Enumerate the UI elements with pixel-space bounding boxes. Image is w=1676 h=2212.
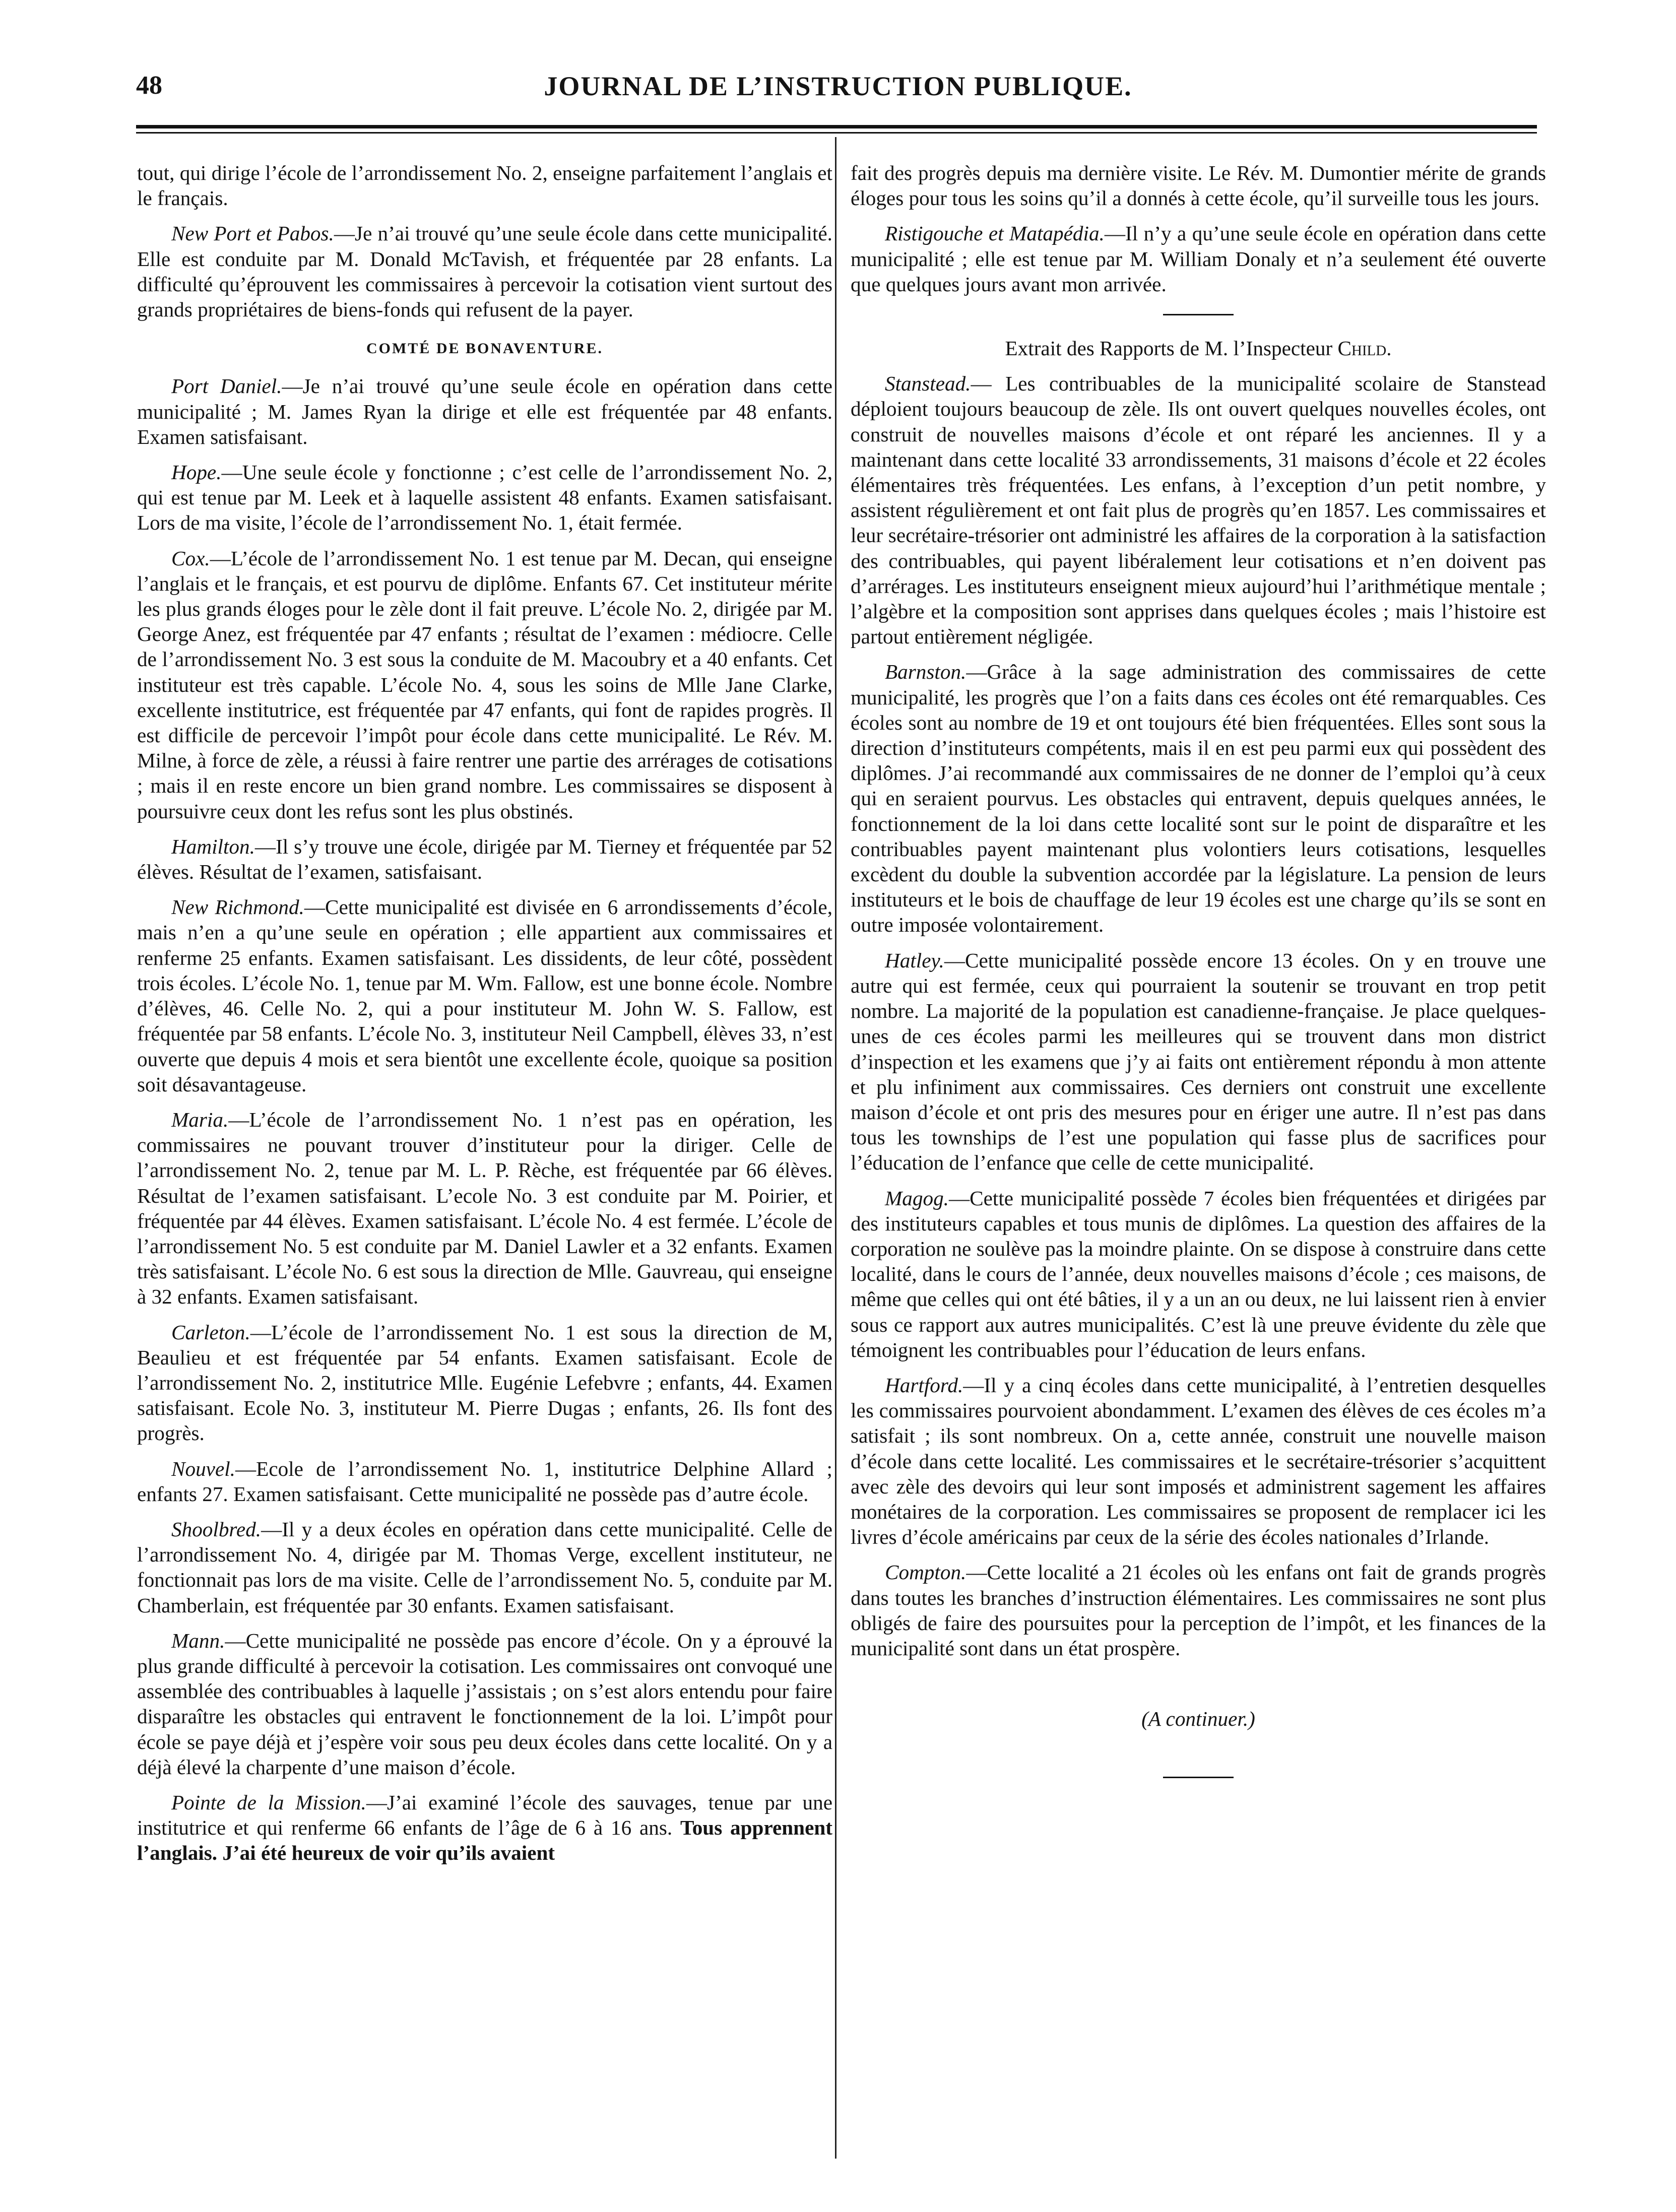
entry-text: —Je n’ai trouvé qu’une seule école en opération dans cette municipalité ; M. James Ryan la dirige et elle est fréquentée par 48 enfants. Examen satisfaisant.	[137, 374, 832, 448]
continued-paragraph: tout, qui dirige l’école de l’arrondissement No. 2, enseigne parfaitement l’anglais et le français.	[137, 161, 832, 210]
entry-lead: Ristigouche et Matapédia.	[885, 222, 1105, 245]
entry-lead: Shoolbred.	[171, 1517, 262, 1541]
entry-text: —L’école de l’arrondissement No. 1 est sous la direction de M, Beaulieu et est fréquentée par 54 enfants. Examen satisfaisant. Ecole de l’arrondissement No. 2, institutrice Mlle. Eugénie Lefebvre ; enfants, 44. Examen satisfaisant. Ecole No. 3, instituteur M. Pierre Dugas ; enfants, 26. Ils font des progrès.	[137, 1320, 832, 1445]
entry-text-tail: Tous apprennent l’anglais. J’ai été heureux de voir qu’ils avaient	[137, 1816, 832, 1865]
continued-paragraph: fait des progrès depuis ma dernière visite. Le Rév. M. Dumontier mérite de grands éloges pour tous les soins qu’il a donnés à cette école, qu’il surveille tous les jours.	[851, 161, 1546, 210]
to-be-continued: (A continuer.)	[1141, 1707, 1255, 1731]
entry-ristigouche-et-matapedia	[851, 221, 1546, 297]
right-column	[851, 160, 1546, 1778]
entry-cox	[137, 546, 832, 824]
entry-text: —J’ai examiné l’école des sauvages, tenue par une institutrice et qui renferme 66 enfants de l’âge de 6 à 16 ans.	[137, 1790, 832, 1840]
entry-barnston	[851, 659, 1546, 937]
entry-text: —Cette municipalité ne possède pas encore d’école. On y a éprouvé la plus grande difficulté à percevoir la cotisation. Les commissaires ont convoqué une assemblée des contribuables à laquelle j’assistais ; on s’est alors entendu pour faire disparaître les obstacles qui entravent le fonctionnement de la loi. L’impôt pour école se paye déjà et j’espère voir sous peu deux écoles dans cette localité. On y a déjà élevé la charpente d’une maison d’école.	[137, 1629, 832, 1779]
running-title: JOURNAL DE L’INSTRUCTION PUBLIQUE.	[544, 71, 1132, 101]
entry-new-richmond	[137, 894, 832, 1097]
entry-lead: Magog.	[885, 1186, 949, 1210]
entry-lead: Mann.	[171, 1629, 225, 1652]
entry-text: —Il n’y a qu’une seule école en opération dans cette municipalité ; elle est tenue par M. William Donaly et n’a seulement été ouverte que quelques jours avant mon arrivée.	[851, 222, 1546, 296]
entry-maria	[137, 1107, 832, 1310]
entry-shoolbred	[137, 1517, 832, 1618]
county-heading: COMTÉ DE BONAVENTURE.	[366, 340, 603, 357]
entry-text: —Il y a cinq écoles dans cette municipalité, à l’entretien desquelles les commissaires pourvoient abondamment. L’examen des élèves de ces écoles m’a satisfait ; ils sont nombreux. On a, cette année, construit une nouvelle maison d’école dans cette localité. Les commissaires et le secrétaire-trésorier s’acquittent avec zèle des devoirs qui leur sont imposés et administrent sagement les affaires monétaires de la corporation. Les commissaires se proposent de remplacer ici les livres d’école américains par ceux de la série des écoles nationales d’Irlande.	[851, 1373, 1546, 1549]
entry-lead: New Port et Pabos.	[171, 222, 334, 245]
entry-lead: Carleton.	[171, 1320, 250, 1344]
page-number: 48	[136, 71, 162, 100]
entry-text: —Une seule école y fonctionne ; c’est celle de l’arrondissement No. 2, qui est tenue par M. Leek et à laquelle assistent 48 enfants. Examen satisfaisant. Lors de ma visite, l’école de l’arrondissement No. 1, était fermée.	[137, 461, 832, 535]
header-rule-thin	[136, 132, 1537, 134]
entry-text: —Je n’ai trouvé qu’une seule école dans cette municipalité. Elle est conduite par M. Donald McTavish, et fréquentée par 28 enfants. La difficulté qu’éprouvent les commissaires à percevoir la cotisation vient surtout des grands propriétaires de biens-fonds qui refusent de la payer.	[137, 222, 832, 321]
entry-lead: New Richmond.	[171, 895, 304, 919]
entry-text: —Cette localité a 21 écoles où les enfans ont fait de grands progrès dans toutes les branches d’instruction élémentaires. Les commissaires ne sont plus obligés de faire des poursuites pour la perception de l’impôt, et les finances de la municipalité sont dans un état prospère.	[851, 1560, 1546, 1660]
entry-lead: Compton.	[885, 1560, 966, 1584]
inspector-name: Child.	[1337, 337, 1392, 360]
section-title-prefix: Extrait des Rapports de M. l’Inspecteur	[1005, 337, 1338, 360]
entry-lead: Hamilton.	[171, 834, 255, 858]
entry-text: —L’école de l’arrondissement No. 1 est tenue par M. Decan, qui enseigne l’anglais et le français, et est pourvu de diplôme. Enfants 67. Cet instituteur mérite les plus grands éloges pour le zèle dont il fait preuve. L’école No. 2, dirigée par M. George Anez, est fréquentée par 47 enfants ; résultat de l’examen : médiocre. Celle de l’arrondissement No. 3 est sous la conduite de M. Macoubry et a 40 enfants. Cet instituteur est très capable. L’école No. 4, sous les soins de Mlle Jane Clarke, excellente institutrice, est fréquentée par 47 enfants, qui font de rapides progrès. Il est difficile de percevoir l’impôt pour école dans cette municipalité. Le Rév. M. Milne, à force de zèle, a réussi à faire rentrer une partie des arrérages de cotisations ; mais il en reste encore un bien grand nombre. Les commissaires se disposent à poursuivre ceux dont les refus sont les plus obstinés.	[137, 546, 832, 823]
entry-text: — Les contribuables de la municipalité scolaire de Stanstead déploient toujours beaucoup de zèle. Ils ont ouvert quelques nouvelles écoles, ont construit de nouvelles maisons d’école et ont réparé les anciennes. Il y a maintenant dans cette localité 33 arrondissements, 31 maisons d’école et 22 écoles élémentaires très fréquentées. Les enfans, à l’exception d’un petit nombre, y assistent régulièrement et ont fait plus de progrès qu’en 1857. Les commissaires et leur secrétaire-trésorier ont administré les affaires de la corporation à la satisfaction des contribuables, qui payent libéralement leur cotisations et n’en doivent pas d’arrérages. Les instituteurs enseignent mieux aujourd’hui l’arithmétique mentale ; l’algèbre et la composition sont apprises dans quelques écoles ; mais l’histoire est partout entièrement négligée.	[851, 372, 1546, 648]
page-header	[0, 71, 1676, 106]
entry-magog	[851, 1186, 1546, 1362]
entry-lead: Stanstead.	[885, 372, 971, 396]
entry-hope	[137, 460, 832, 536]
entry-lead: Cox.	[171, 546, 210, 570]
section-separator-rule	[1163, 314, 1234, 315]
entry-text: —Il y a deux écoles en opération dans cette municipalité. Celle de l’arrondissement No. 4, dirigée par M. Thomas Verge, excellent instituteur, ne fonctionnait pas lors de ma visite. Celle de l’arrondissement No. 5, conduite par M. Chamberlain, est fréquentée par 30 enfants. Examen satisfaisant.	[137, 1517, 832, 1617]
entry-text: —Cette municipalité est divisée en 6 arrondissements d’école, mais n’en a qu’une seule en opération ; elle appartient aux commissaires et renferme 25 enfants. Examen satisfaisant. Les dissidents, de leur côté, possèdent trois écoles. L’école No. 1, tenue par M. Wm. Fallow, est une bonne école. Nombre d’élèves, 46. Celle No. 2, qui a pour instituteur M. John W. S. Fallow, est fréquentée par 58 enfants. L’école No. 3, instituteur Neil Campbell, élèves 33, n’est ouverte que depuis 4 mois et sera bientôt une excellente école, quoique sa position soit désavantageuse.	[137, 895, 833, 1096]
entry-lead: Hope.	[171, 461, 222, 484]
header-rule-thick	[136, 125, 1537, 128]
entry-new-port-et-pabos	[137, 221, 832, 322]
end-rule	[1163, 1777, 1234, 1778]
entry-lead: Nouvel.	[171, 1457, 235, 1480]
entry-text: —Cette municipalité possède 7 écoles bien fréquentées et dirigées par des instituteurs capables et tous munis de diplômes. La question des affaires de la corporation ne soulève pas la moindre plainte. On se dispose à construire dans cette localité, dans le cours de l’année, deux nouvelles maisons d’école ; ces maisons, de même que celles qui ont été bâties, il y a un an ou deux, ne lui laissent rien à envier sous ce rapport aux autres municipalités. C’est là une preuve évidente du zèle que témoignent les contribuables pour l’éducation de leurs enfans.	[851, 1186, 1546, 1361]
entry-text: —Cette municipalité possède encore 13 écoles. On y en trouve une autre qui est fermée, ceux qui pourraient la soutenir se trouvant en trop petit nombre. La majorité de la population est canadienne-française. Je place quelques-unes de ces écoles parmi les meilleures qui se trouvent dans mon district d’inspection et les examens que j’y ai faits ont entièrement répondu à mon attente et plu infiniment aux commissaires. Ces derniers ont construit une excellente maison d’école et ont pris des mesures pour en ériger une autre. Il n’est pas dans tous les townships de l’est une population qui fasse plus de sacrifices pour l’éducation de l’enfance que celle de cette municipalité.	[851, 948, 1546, 1175]
section-title	[851, 336, 1546, 361]
entry-mann	[137, 1628, 832, 1780]
entry-compton	[851, 1559, 1546, 1661]
entry-nouvel	[137, 1456, 832, 1507]
entry-text: —Grâce à la sage administration des commissaires de cette municipalité, les progrès que l’on a faits dans ces écoles ont été remarquables. Ces écoles sont au nombre de 19 et ont toujours été bien fréquentées. Elles sont sous la direction d’instituteurs compétents, mais il en est peu parmi eux qui possèdent des diplômes. J’ai recommandé aux commissaires de ne donner de l’emploi qu’à ceux qui en seraient pourvus. Les obstacles qui entravent, depuis quelques années, le fonctionnement de la loi dans cette localité sont sur le point de disparaître et les contribuables payent maintenant plus volontiers leurs cotisations, lesquelles excèdent du double la subvention accordée par la législature. La pension de leurs instituteurs et le bois de chauffage de leur 19 écoles est une charge qu’ils se sont en outre imposée volontairement.	[851, 660, 1546, 937]
entry-hamilton	[137, 834, 832, 884]
entry-hatley	[851, 948, 1546, 1176]
entry-port-daniel	[137, 373, 832, 449]
entry-stanstead	[851, 371, 1546, 649]
entry-lead: Maria.	[171, 1108, 229, 1131]
entry-lead: Hatley.	[885, 948, 944, 972]
entry-lead: Barnston.	[885, 660, 966, 684]
entry-pointe-de-la-mission	[137, 1790, 832, 1866]
entry-hartford	[851, 1373, 1546, 1549]
entry-text: —Ecole de l’arrondissement No. 1, institutrice Delphine Allard ; enfants 27. Examen satisfaisant. Cette municipalité ne possède pas d’autre école.	[137, 1457, 832, 1506]
entry-lead: Hartford.	[885, 1373, 963, 1397]
entry-carleton	[137, 1320, 832, 1446]
left-column	[137, 160, 832, 1876]
entry-text: —L’école de l’arrondissement No. 1 n’est pas en opération, les commissaires ne pouvant trouver d’instituteur pour la diriger. Celle de l’arrondissement No. 2, tenue par M. L. P. Rèche, est fréquentée par 66 élèves. Résultat de l’examen satisfaisant. L’ecole No. 3 est conduite par M. Poirier, et fréquentée par 44 élèves. Examen satisfaisant. L’école No. 4 est fermée. L’école de l’arrondissement No. 5 est conduite par M. Daniel Lawler et a 32 enfants. Examen très satisfaisant. L’école No. 6 est sous la direction de Mlle. Gauvreau, qui enseigne à 32 enfants. Examen satisfaisant.	[137, 1108, 832, 1309]
entry-lead: Port Daniel.	[171, 374, 282, 398]
entry-lead: Pointe de la Mission.	[171, 1790, 366, 1814]
entry-text: —Il s’y trouve une école, dirigée par M. Tierney et fréquentée par 52 élèves. Résultat de l’examen, satisfaisant.	[137, 834, 832, 884]
column-divider	[835, 137, 836, 2159]
